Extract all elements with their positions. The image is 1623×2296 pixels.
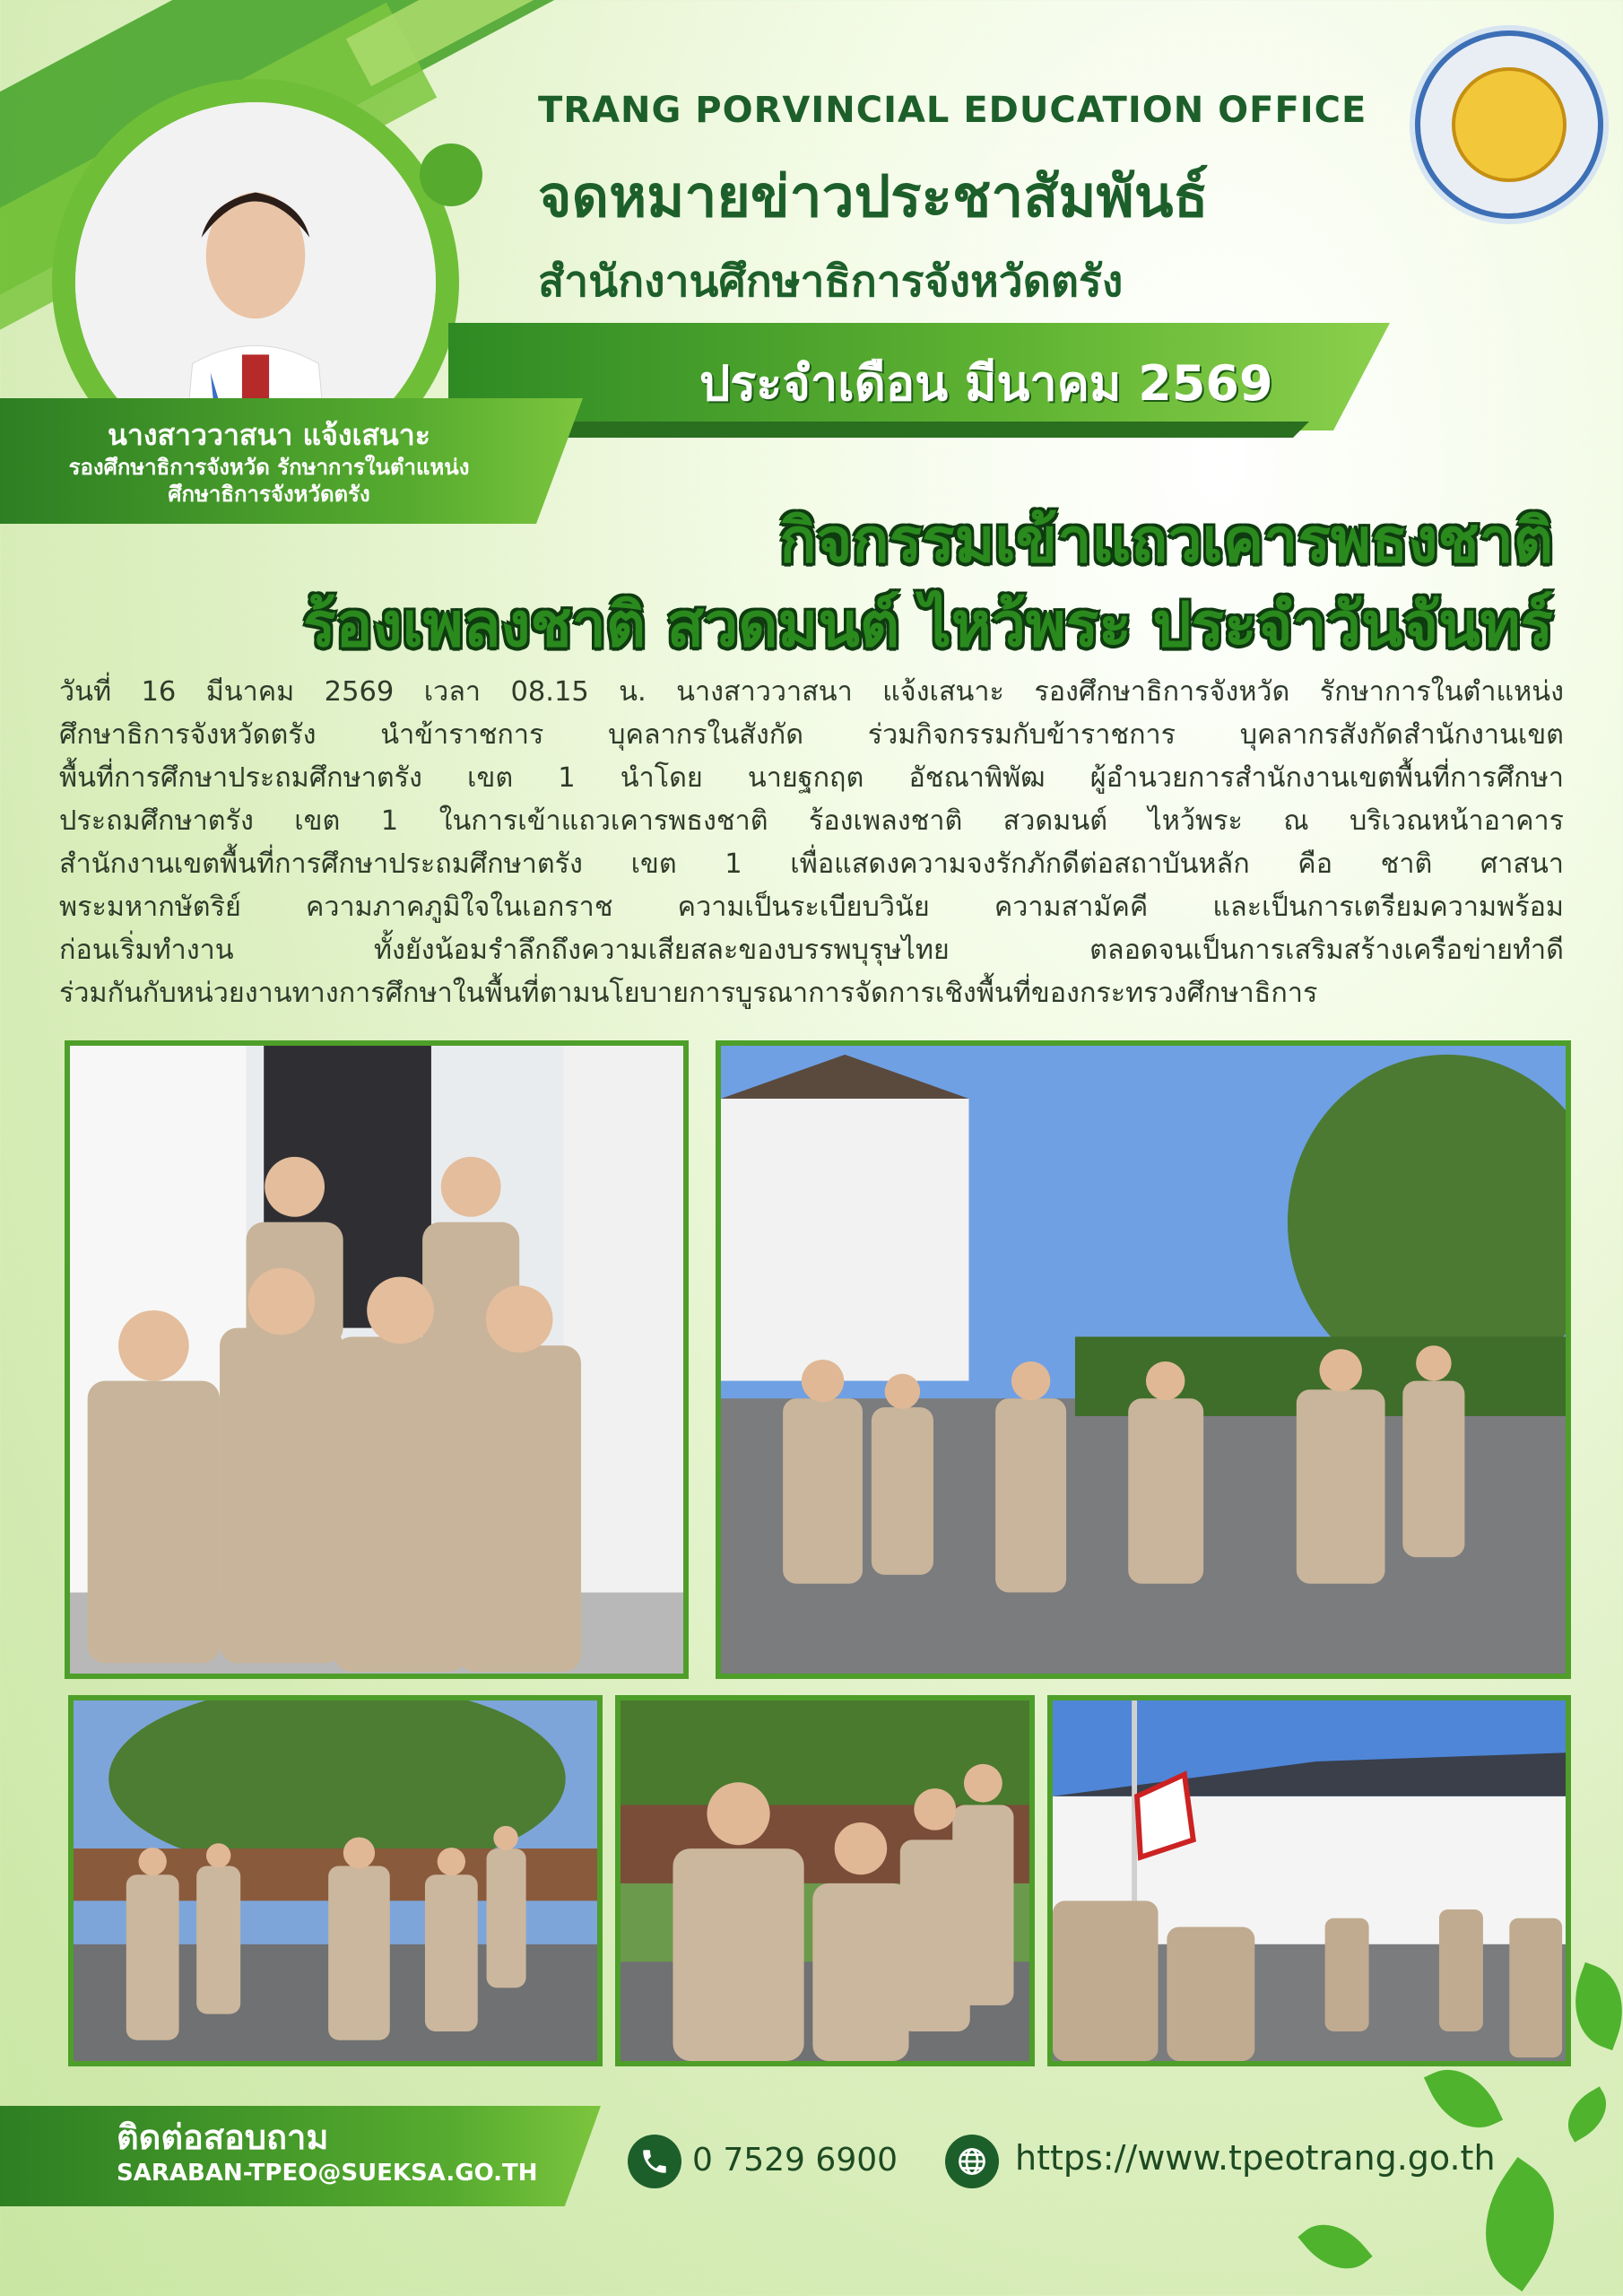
contact-website[interactable]: https://www.tpeotrang.go.th — [1015, 2138, 1496, 2178]
newsletter-title: จดหมายข่าวประชาสัมพันธ์ — [538, 164, 1209, 230]
body-line: พื้นที่การศึกษาประถมศึกษาตรัง เขต 1 นำโดย นายฐกฤต อัชณาพิพัฒ ผู้อำนวยการสำนักงานเขตพื้นที่การศึกษา — [59, 762, 1564, 794]
body-line: ร่วมกันกับหน่วยงานทางการศึกษาในพื้นที่ตามนโยบายการบูรณาการจัดการเชิงพื้นที่ของกระทรวงศึกษาธิการ — [59, 978, 1318, 1009]
activity-photo — [1047, 1695, 1571, 2066]
leaf-decoration — [1424, 2055, 1503, 2143]
issue-month: ประจำเดือน มีนาคม 2569 — [699, 355, 1273, 412]
activity-photo — [68, 1695, 603, 2066]
person-name: นางสาววาสนา แจ้งเสนาะ — [108, 418, 430, 452]
body-line: ก่อนเริ่มทำงาน ทั้งยังน้อมรำลึกถึงความเสียสละของบรรพบุรุษไทย ตลอดจนเป็นการเสริมสร้างเครือข่ายทำดี — [59, 935, 1564, 966]
office-logo — [1415, 30, 1603, 219]
body-line: ประถมศึกษาตรัง เขต 1 ในการเข้าแถวเคารพธงชาติ ร้องเพลงชาติ สวดมนต์ ไหว้พระ ณ บริเวณหน้าอาคาร — [59, 805, 1564, 837]
body-line: พระมหากษัตริย์ ความภาคภูมิใจในเอกราช ความเป็นระเบียบวินัย ความสามัคคี และเป็นการเตรียมความพร้อม — [59, 891, 1564, 923]
person-role-line: ศึกษาธิการจังหวัดตรัง — [168, 482, 370, 507]
article-body — [59, 671, 1564, 1015]
contact-email[interactable]: SARABAN-TPEO@SUEKSA.GO.TH — [117, 2160, 538, 2187]
emblem-icon — [1452, 67, 1567, 182]
org-name-english: TRANG PORVINCIAL EDUCATION OFFICE — [538, 90, 1367, 131]
globe-icon — [945, 2135, 999, 2188]
headline-line-2: ร้องเพลงชาติ สวดมนต์ ไหว้พระ ประจำวันจันทร์ — [303, 590, 1553, 661]
phone-icon — [628, 2135, 681, 2188]
month-banner-shadow — [502, 422, 1309, 438]
contact-phone[interactable]: 0 7529 6900 — [692, 2142, 898, 2179]
office-name: สำนักงานศึกษาธิการจังหวัดตรัง — [538, 257, 1124, 307]
person-role — [0, 454, 538, 508]
person-role-line: รองศึกษาธิการจังหวัด รักษาการในตำแหน่ง — [68, 455, 470, 480]
activity-photo — [65, 1040, 689, 1679]
leaf-decoration — [1298, 2208, 1372, 2285]
leaf-decoration — [1557, 2086, 1618, 2142]
activity-photo — [716, 1040, 1571, 1679]
body-line: สำนักงานเขตพื้นที่การศึกษาประถมศึกษาตรัง เขต 1 เพื่อแสดงความจงรักภักดีต่อสถาบันหลัก คือ ชาติ ศาสนา — [59, 848, 1564, 880]
decorative-dot — [420, 144, 482, 206]
activity-photo — [615, 1695, 1035, 2066]
body-line: วันที่ 16 มีนาคม 2569 เวลา 08.15 น. นางสาววาสนา แจ้งเสนาะ รองศึกษาธิการจังหวัด รักษาการในตำแหน่ง — [59, 676, 1564, 708]
headline-line-1: กิจกรรมเข้าแถวเคารพธงชาติ — [779, 506, 1553, 577]
body-line: ศึกษาธิการจังหวัดตรัง นำข้าราชการ บุคลากรในสังกัด ร่วมกิจกรรมกับข้าราชการ บุคลากรสังกัดสำนักงานเขต — [59, 719, 1564, 751]
contact-title: ติดต่อสอบถาม — [117, 2118, 329, 2157]
